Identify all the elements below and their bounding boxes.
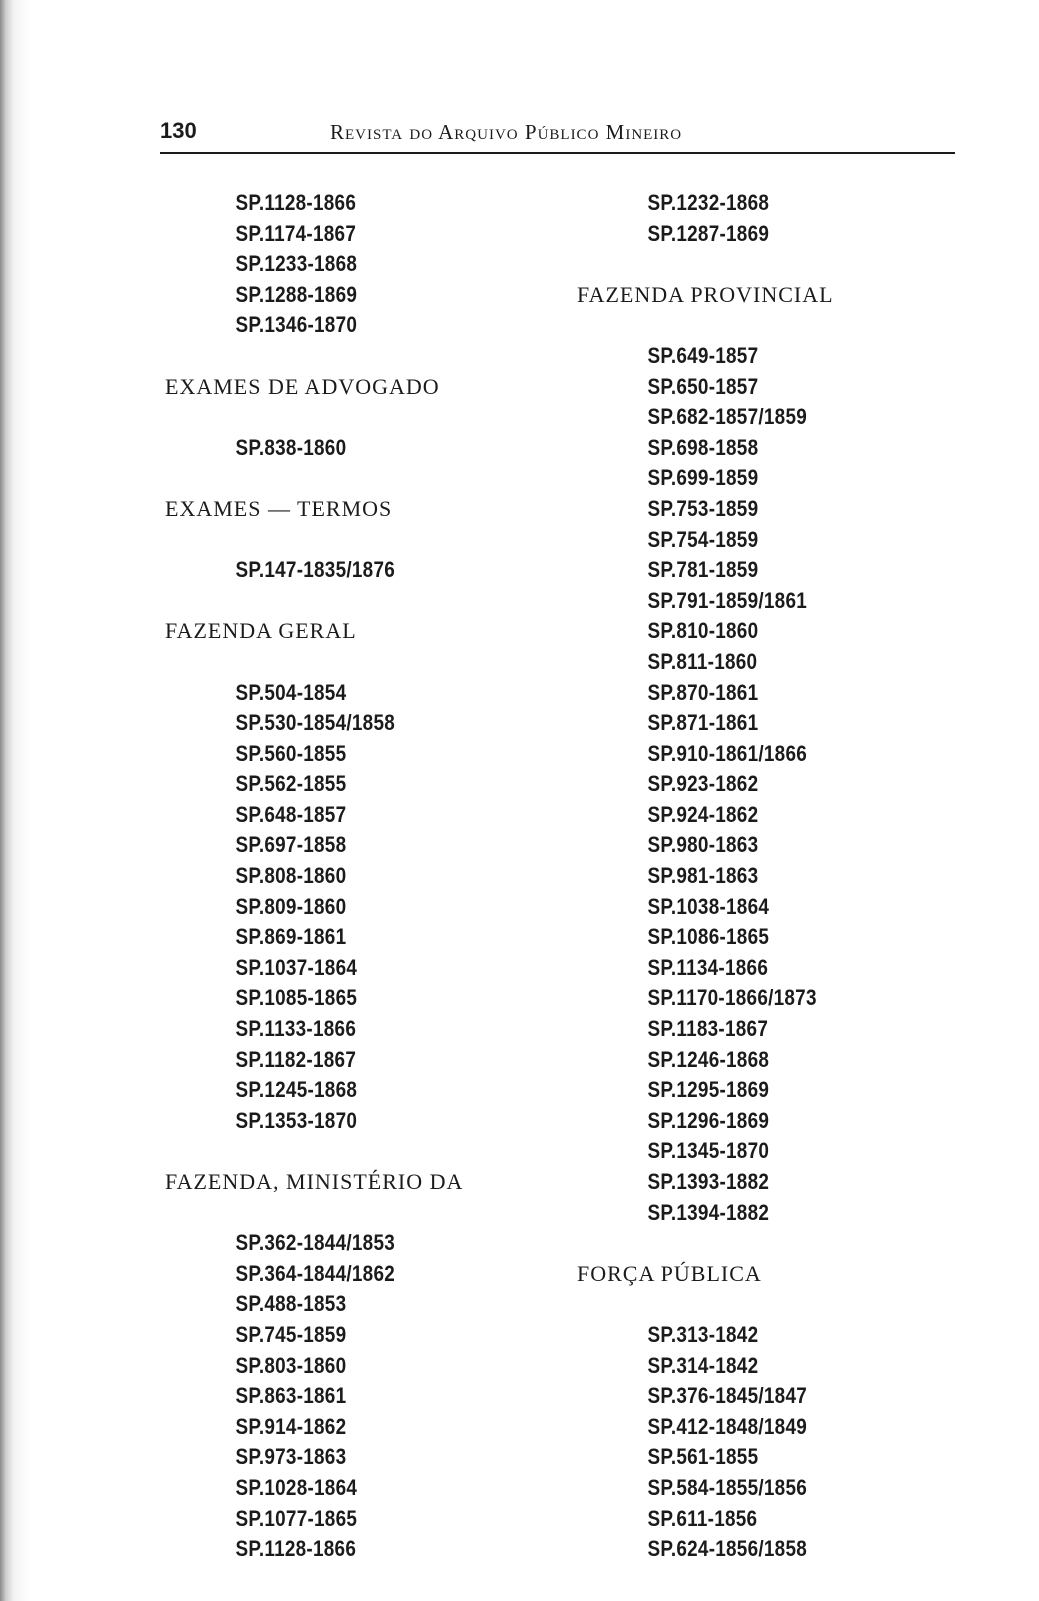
catalog-code: SP.1394-1882 [647,1199,770,1225]
catalog-code: SP.914-1862 [235,1413,347,1439]
catalog-code: SP.791-1859/1861 [647,587,808,613]
catalog-code: SP.869-1861 [235,924,347,950]
catalog-code: SP.1295-1869 [647,1077,770,1103]
catalog-code: SP.745-1859 [235,1321,347,1347]
section-heading: FORÇA PÚBLICA [577,1260,762,1286]
catalog-code: SP.562-1855 [235,771,347,797]
catalog-code: SP.650-1857 [647,373,759,399]
catalog-code: SP.1353-1870 [235,1107,358,1133]
catalog-code: SP.584-1855/1856 [647,1474,808,1500]
catalog-code: SP.781-1859 [647,557,759,583]
catalog-code: SP.561-1855 [647,1444,759,1470]
catalog-code: SP.1246-1868 [647,1046,770,1072]
catalog-code: SP.924-1862 [647,801,759,827]
catalog-code: SP.1233-1868 [235,251,358,277]
catalog-code: SP.1085-1865 [235,985,358,1011]
catalog-code: SP.1174-1867 [235,220,357,246]
page-number: 130 [160,118,197,143]
catalog-code: SP.803-1860 [235,1352,347,1378]
catalog-code: SP.504-1854 [235,679,347,705]
page-header [160,118,960,158]
section-heading: FAZENDA, MINISTÉRIO DA [165,1169,464,1194]
catalog-code: SP.1288-1869 [235,281,358,307]
catalog-code: SP.697-1858 [235,832,347,858]
catalog-code: SP.624-1856/1858 [647,1536,808,1562]
catalog-code: SP.910-1861/1866 [647,740,808,766]
running-title: Revista do Arquivo Público Mineiro [330,120,683,144]
catalog-code: SP.871-1861 [647,710,759,736]
catalog-code: SP.1183-1867 [647,1016,769,1042]
catalog-code: SP.1287-1869 [647,220,770,246]
catalog-code: SP.1182-1867 [235,1046,357,1072]
catalog-code: SP.980-1863 [647,832,759,858]
catalog-code: SP.560-1855 [235,740,347,766]
catalog-code: SP.1037-1864 [235,954,358,980]
section-heading: EXAMES — TERMOS [165,495,393,521]
catalog-code: SP.488-1853 [235,1291,347,1317]
catalog-code: SP.1346-1870 [235,312,358,338]
catalog-code: SP.1028-1864 [235,1474,358,1500]
catalog-code: SP.838-1860 [235,434,347,460]
catalog-code: SP.973-1863 [235,1444,347,1470]
catalog-code: SP.870-1861 [647,679,759,705]
catalog-code: SP.648-1857 [235,801,347,827]
catalog-code: SP.1133-1866 [235,1016,357,1042]
section-heading: EXAMES DE ADVOGADO [165,373,440,399]
catalog-code: SP.1086-1865 [647,924,770,950]
catalog-code: SP.754-1859 [647,526,759,552]
catalog-code: SP.1245-1868 [235,1077,358,1103]
catalog-code: SP.811-1860 [647,648,758,674]
catalog-code: SP.682-1857/1859 [647,404,808,430]
catalog-code: SP.809-1860 [235,893,347,919]
catalog-code: SP.530-1854/1858 [235,710,396,736]
catalog-code: SP.1038-1864 [647,893,770,919]
catalog-code: SP.1232-1868 [647,190,770,215]
catalog-code: SP.1393-1882 [647,1169,770,1194]
catalog-code: SP.314-1842 [647,1352,759,1378]
catalog-code: SP.1134-1866 [647,954,769,980]
section-heading: FAZENDA GERAL [165,618,357,644]
catalog-code: SP.863-1861 [235,1383,347,1409]
catalog-code: SP.362-1844/1853 [235,1230,396,1256]
catalog-code: SP.699-1859 [647,465,759,491]
catalog-code: SP.1170-1866/1873 [647,985,817,1011]
catalog-code: SP.313-1842 [647,1321,759,1347]
catalog-code: SP.1077-1865 [235,1505,358,1531]
catalog-code: SP.1128-1866 [235,1536,357,1562]
catalog-code: SP.376-1845/1847 [647,1383,808,1409]
catalog-code: SP.753-1859 [647,495,759,521]
catalog-code: SP.649-1857 [647,342,759,368]
catalog-code: SP.808-1860 [235,863,347,889]
catalog-code: SP.810-1860 [647,618,759,644]
catalog-code: SP.923-1862 [647,771,759,797]
left-column [165,188,585,1565]
catalog-code: SP.1296-1869 [647,1107,770,1133]
section-heading: FAZENDA PROVINCIAL [577,281,834,307]
catalog-code: SP.147-1835/1876 [235,557,396,583]
right-column [577,188,997,1565]
catalog-code: SP.1128-1866 [235,190,357,215]
catalog-code: SP.611-1856 [647,1505,758,1531]
catalog-code: SP.1345-1870 [647,1138,770,1164]
book-spine-edge [0,0,30,1601]
catalog-code: SP.698-1858 [647,434,759,460]
catalog-code: SP.412-1848/1849 [647,1413,808,1439]
header-rule [160,152,955,154]
catalog-code: SP.364-1844/1862 [235,1260,396,1286]
catalog-code: SP.981-1863 [647,863,759,889]
